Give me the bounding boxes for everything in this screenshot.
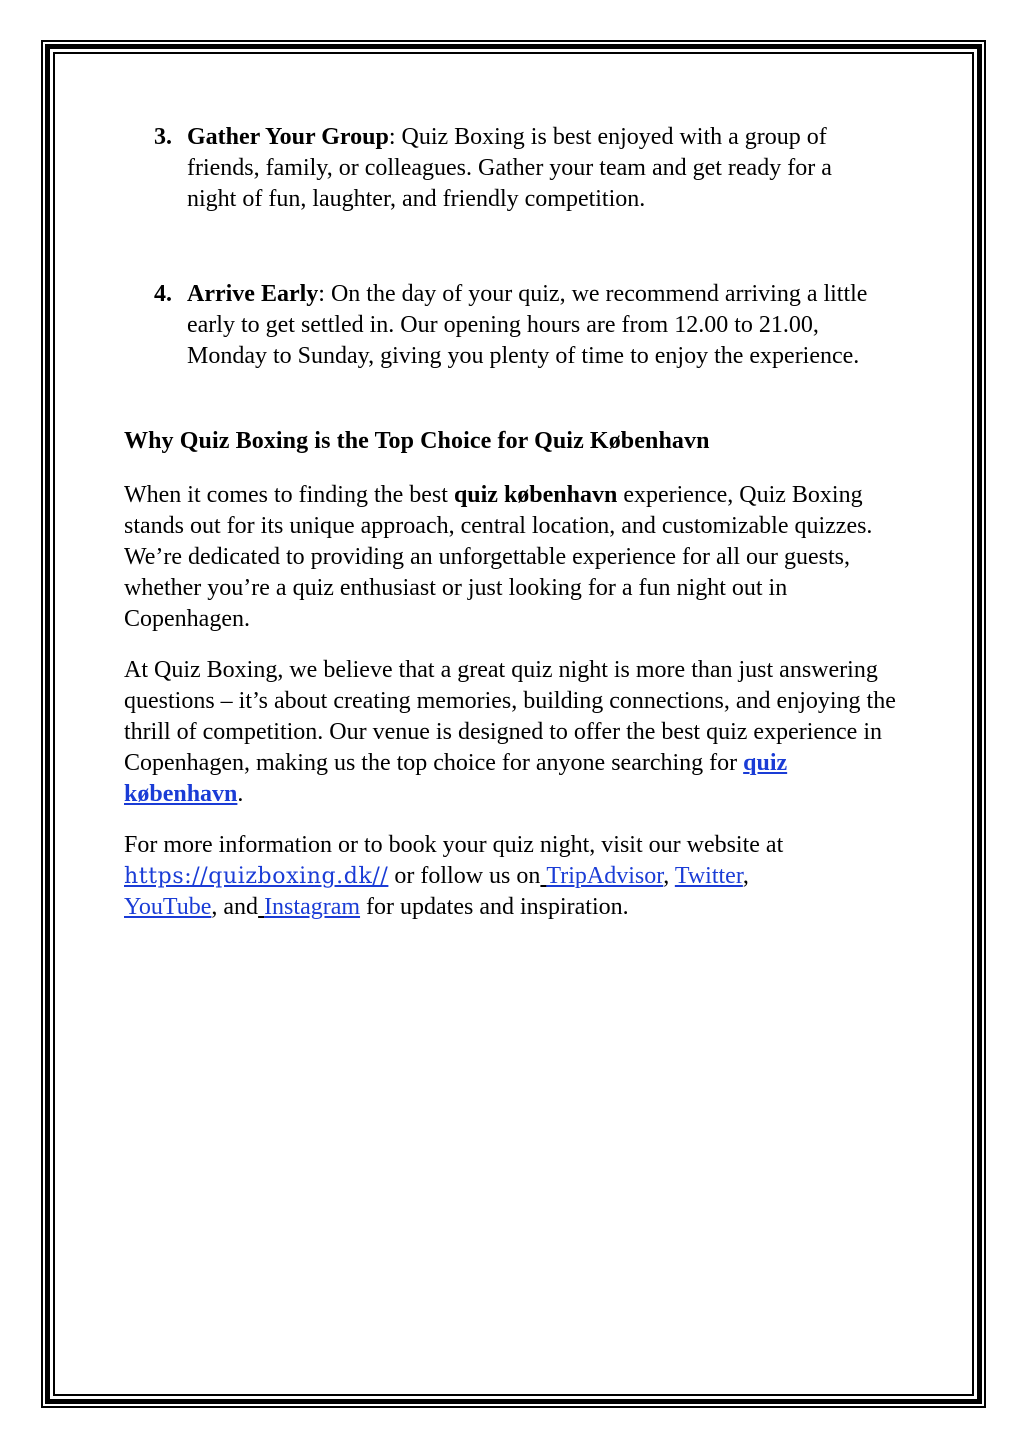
list-item-text: : On the day of your quiz, we recommend arriving a little early to get settled in. Our opening hours are from 12.00 to 21.00, Monday to Sunday, giving you plenty of time to enjoy the experience. xyxy=(187,281,868,369)
youtube-link[interactable]: YouTube xyxy=(124,894,212,920)
list-item-gather-your-group xyxy=(154,122,874,215)
website-link[interactable]: https://quizboxing.dk// xyxy=(124,864,389,889)
twitter-link[interactable]: Twitter xyxy=(674,863,743,889)
list-item-body xyxy=(187,279,874,372)
paragraph-text: or follow us on xyxy=(388,863,541,889)
paragraph-more-info xyxy=(124,830,909,923)
separator-text: , xyxy=(742,863,749,889)
list-item-text: : Quiz Boxing is best enjoyed with a group of friends, family, or colleagues. Gather your team and get ready for a night of fun, laughter, and friendly competition. xyxy=(187,124,832,212)
paragraph-top-choice xyxy=(124,655,909,810)
paragraph-text: for updates and inspiration. xyxy=(360,894,629,920)
quiz-kobenhavn-link[interactable]: quiz københavn xyxy=(124,750,788,807)
keyword-bold: quiz københavn xyxy=(453,482,618,508)
tripadvisor-link[interactable]: TripAdvisor xyxy=(546,863,664,889)
list-number: 3. xyxy=(154,124,172,150)
paragraph-text: experience, Quiz Boxing stands out for its unique approach, central location, and customizable quizzes. We’re dedicated to providing an unforgettable experience for all our guests, whether you’re a quiz enthusiast or just looking for a fun night out in Copenhagen. xyxy=(124,482,873,632)
paragraph-text: At Quiz Boxing, we believe that a great quiz night is more than just answering questions – it’s about creating memories, building connections, and enjoying the thrill of competition. Our venue is designed to offer the best quiz experience in Copenhagen, making us the top choice for anyone searching for xyxy=(124,657,896,776)
list-number: 4. xyxy=(154,281,172,307)
paragraph-text: . xyxy=(237,781,244,807)
section-heading: Why Quiz Boxing is the Top Choice for Quiz København xyxy=(124,428,710,454)
instagram-link[interactable]: Instagram xyxy=(264,894,361,920)
list-item-title: Arrive Early xyxy=(187,281,319,307)
list-item-arrive-early xyxy=(154,279,874,372)
separator-text: , and xyxy=(211,894,259,920)
paragraph-best-experience xyxy=(124,480,909,635)
list-item-title: Gather Your Group xyxy=(187,124,389,150)
separator-text: , xyxy=(663,863,675,889)
paragraph-text: For more information or to book your quiz night, visit our website at xyxy=(124,832,784,858)
paragraph-text: When it comes to finding the best xyxy=(124,482,454,508)
list-item-body xyxy=(187,122,874,215)
